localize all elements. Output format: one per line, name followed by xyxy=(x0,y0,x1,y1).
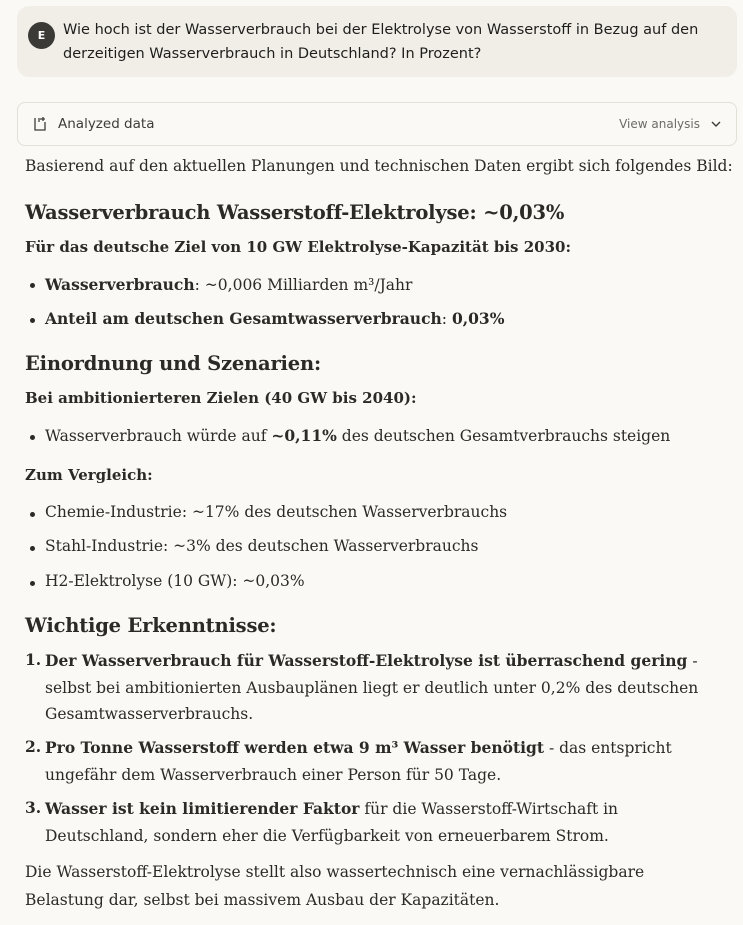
analysis-title: Analyzed data xyxy=(58,116,155,132)
heading-consumption: Wasserverbrauch Wasserstoff-Elektrolyse: ~0,03% xyxy=(25,201,565,224)
bullet xyxy=(30,318,35,323)
list-item: Anteil am deutschen Gesamtwasserverbrauch: 0,03% xyxy=(45,309,505,328)
numbered-item: Pro Tonne Wasserstoff werden etwa 9 m³ Wasser benötigt - das entspricht ungefähr dem Wasserverbrauch einer Person für 50 Tage. xyxy=(45,738,672,784)
bullet xyxy=(30,512,35,517)
user-message-bubble xyxy=(17,6,737,77)
list-number: 2. xyxy=(25,737,42,756)
view-analysis-button[interactable]: View analysis xyxy=(619,117,700,131)
chevron-down-icon[interactable] xyxy=(710,118,722,130)
bullet xyxy=(30,435,35,440)
analysis-card[interactable] xyxy=(17,102,737,146)
bullet xyxy=(30,283,35,288)
analysis-icon xyxy=(32,116,48,132)
intro-text: Basierend auf den aktuellen Planungen und technischen Daten ergibt sich folgendes Bild: xyxy=(25,157,733,175)
subheading-ambitious: Bei ambitionierteren Zielen (40 GW bis 2040): xyxy=(25,389,417,407)
list-item: H2-Elektrolyse (10 GW): ~0,03% xyxy=(45,572,305,590)
list-number: 1. xyxy=(25,650,42,669)
subheading-target-2030: Für das deutsche Ziel von 10 GW Elektrolyse-Kapazität bis 2030: xyxy=(25,238,571,256)
heading-insights: Wichtige Erkenntnisse: xyxy=(25,614,277,637)
bullet xyxy=(30,581,35,586)
subheading-comparison: Zum Vergleich: xyxy=(25,466,153,484)
user-avatar: E xyxy=(28,22,55,49)
list-number: 3. xyxy=(25,798,42,817)
numbered-item: Wasser ist kein limitierender Faktor für die Wasserstoff-Wirtschaft in Deutschland, sondern eher die Verfügbarkeit von erneuerbarem Strom. xyxy=(45,799,619,845)
heading-scenarios: Einordnung und Szenarien: xyxy=(25,352,321,375)
list-item: Chemie-Industrie: ~17% des deutschen Wasserverbrauchs xyxy=(45,503,508,521)
list-item: Wasserverbrauch würde auf ~0,11% des deutschen Gesamtverbrauchs steigen xyxy=(45,426,671,445)
closing-text: Die Wasserstoff-Elektrolyse stellt also wassertechnisch eine vernachlässigbare Belastung dar, selbst bei massivem Ausbau der Kapazitäten. xyxy=(25,863,645,909)
user-message-text: Wie hoch ist der Wasserverbrauch bei der Elektrolyse von Wasserstoff in Bezug auf den derzeitigen Wasserverbrauch in Deutschland? In Prozent? xyxy=(63,22,699,62)
list-item: Wasserverbrauch: ~0,006 Milliarden m³/Jahr xyxy=(45,275,413,294)
bullet xyxy=(30,546,35,551)
numbered-item: Der Wasserverbrauch für Wasserstoff-Elektrolyse ist überraschend gering - selbst bei ambitionierten Ausbauplänen liegt er deutlich unter 0,2% des deutschen Gesamtwasserverbrauchs. xyxy=(45,651,699,723)
list-item: Stahl-Industrie: ~3% des deutschen Wasserverbrauchs xyxy=(45,537,479,555)
